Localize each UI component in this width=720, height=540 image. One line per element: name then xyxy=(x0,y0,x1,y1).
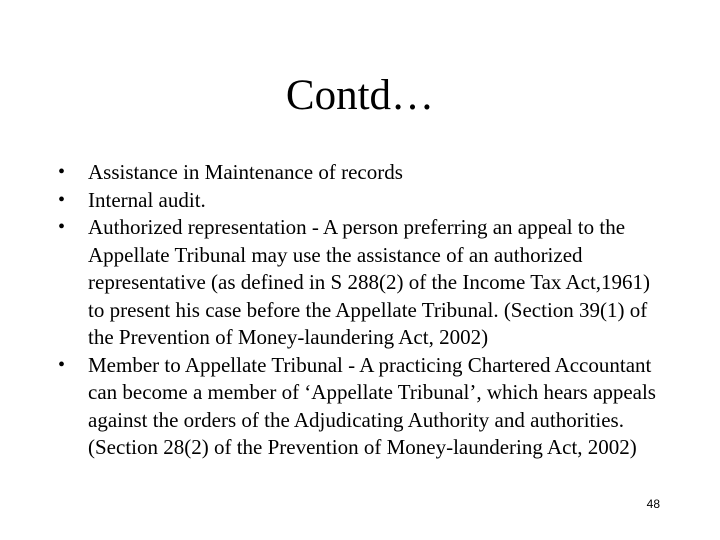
page-number: 48 xyxy=(646,497,660,511)
bullet-item-maintenance-records xyxy=(58,159,666,187)
bullet-item-appellate-tribunal-member xyxy=(58,352,666,462)
slide-title: Contd… xyxy=(285,72,435,119)
bullet-icon: • xyxy=(58,216,66,238)
bullet-icon: • xyxy=(58,353,66,376)
bullet-icon: • xyxy=(58,188,66,211)
bullet-item-internal-audit xyxy=(58,187,666,215)
bullet-list xyxy=(58,159,666,462)
bullet-text: Authorized representation - A person preferring an appeal to the Appellate Tribunal may use the assistance of an authorized representative (as defined in S 288(2) of the Income Tax Act,1961) to present his case before the Appellate Tribunal. (Section 39(1) of the Prevention of Money-laundering Act, 2002) xyxy=(88,215,651,349)
bullet-text: Assistance in Maintenance of records xyxy=(88,160,403,184)
bullet-text: Member to Appellate Tribunal - A practicing Chartered Accountant can become a member of ‘Appellate Tribunal’, which hears appeals against the orders of the Adjudicating Authority and authorities. (Section 28(2) of the Prevention of Money-laundering Act, 2002) xyxy=(88,352,656,459)
bullet-icon: • xyxy=(58,161,66,183)
bullet-item-authorized-representation xyxy=(58,214,666,352)
bullet-text: Internal audit. xyxy=(88,187,206,212)
